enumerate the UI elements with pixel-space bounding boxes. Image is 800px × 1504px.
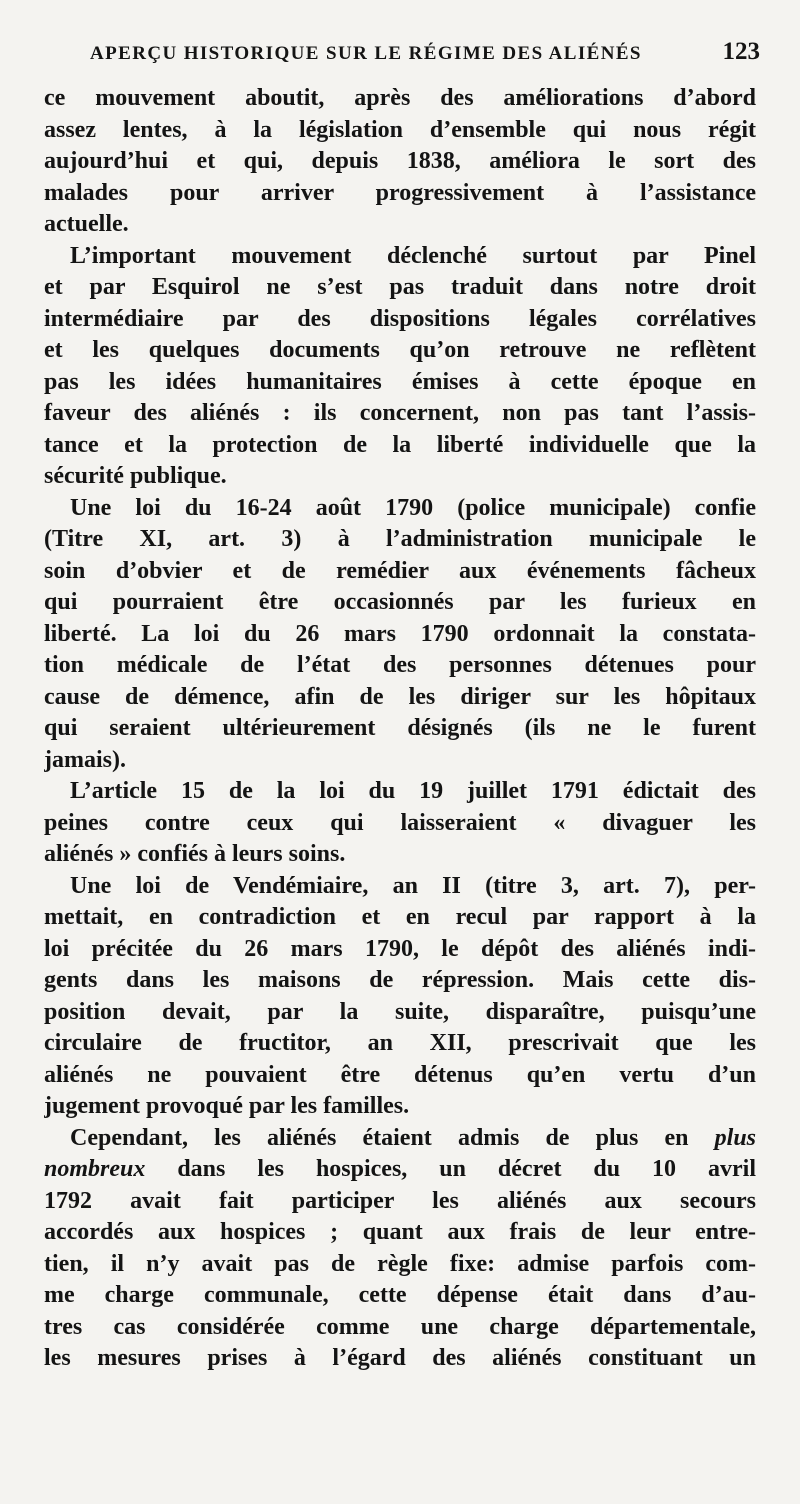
- text-line: [44, 808, 756, 840]
- line-text: actuelle.: [44, 211, 129, 237]
- text-line: [44, 272, 756, 304]
- line-text: 1792 avait fait participer les aliénés aux secours: [44, 1187, 756, 1214]
- text-line: [44, 871, 756, 903]
- line-text: me charge communale, cette dépense était dans d’au-: [44, 1282, 756, 1308]
- line-text: cause de démence, afin de les diriger sur les hôpitaux: [44, 683, 756, 710]
- text-line: [44, 587, 756, 619]
- line-text: (Titre XI, art. 3) à l’administration municipale le: [44, 526, 756, 552]
- text-line: [44, 1154, 756, 1186]
- line-text: jamais).: [44, 746, 126, 773]
- text-line: [44, 713, 756, 745]
- text-line: [44, 1091, 756, 1123]
- line-text: soin d’obvier et de remédier aux événements fâcheux: [44, 557, 756, 584]
- text-line: [44, 839, 756, 871]
- body-text: [44, 83, 756, 1375]
- text-line: [44, 335, 756, 367]
- line-text: aujourd’hui et qui, depuis 1838, améliora le sort des: [44, 148, 756, 174]
- line-text: aliénés ne pouvaient être détenus qu’en vertu d’un: [44, 1061, 756, 1088]
- text-line: [44, 1217, 756, 1249]
- text-line: [44, 1312, 756, 1344]
- line-text: tres cas considérée comme une charge départementale,: [44, 1313, 756, 1340]
- text-line: [44, 209, 756, 241]
- text-line: [44, 398, 756, 430]
- line-text: pas les idées humanitaires émises à cette époque en: [44, 368, 756, 395]
- text-line: [44, 241, 756, 273]
- text-line: [44, 619, 756, 651]
- line-text: Cependant, les aliénés étaient admis de plus en: [70, 1124, 689, 1151]
- text-line: [44, 682, 756, 714]
- line-text: jugement provoqué par les familles.: [44, 1093, 410, 1119]
- line-text: accordés aux hospices ; quant aux frais de leur entre-: [44, 1219, 756, 1245]
- line-text: liberté. La loi du 26 mars 1790 ordonnait la constata-: [44, 620, 756, 647]
- text-line: [44, 493, 756, 525]
- text-line: [44, 997, 756, 1029]
- line-text: circulaire de fructitor, an XII, prescrivait que les: [44, 1030, 756, 1056]
- running-header: [90, 38, 760, 66]
- italic-word: nombreux: [44, 1156, 146, 1182]
- line-text: gents dans les maisons de répression. Mais cette dis-: [44, 967, 756, 993]
- line-text: et les quelques documents qu’on retrouve ne reflètent: [44, 337, 756, 363]
- line-text: tance et la protection de la liberté individuelle que la: [44, 431, 756, 458]
- line-text: L’article 15 de la loi du 19 juillet 1791 édictait des: [70, 778, 756, 804]
- text-line: [44, 1280, 756, 1312]
- text-line: [44, 745, 756, 777]
- line-text: les mesures prises à l’égard des aliénés constituant un: [44, 1345, 756, 1371]
- text-line: [44, 556, 756, 588]
- text-line: [44, 83, 756, 115]
- text-line: [44, 178, 756, 210]
- text-line: [44, 115, 756, 147]
- line-text: loi précitée du 26 mars 1790, le dépôt des aliénés indi-: [44, 935, 756, 962]
- text-line: [44, 524, 756, 556]
- text-line: [44, 146, 756, 178]
- line-text: Une loi de Vendémiaire, an II (titre 3, art. 7), per-: [70, 872, 756, 899]
- line-text: malades pour arriver progressivement à l’assistance: [44, 179, 756, 206]
- line-text: tien, il n’y avait pas de règle fixe: admise parfois com-: [44, 1250, 756, 1277]
- line-text: L’important mouvement déclenché surtout par Pinel: [70, 242, 756, 269]
- text-line: [44, 430, 756, 462]
- line-text: ce mouvement aboutit, après des améliorations d’abord: [44, 85, 756, 111]
- line-text: aliénés » confiés à leurs soins.: [44, 841, 346, 867]
- text-line: [44, 1060, 756, 1092]
- line-text: faveur des aliénés : ils concernent, non pas tant l’assis-: [44, 400, 756, 426]
- text-line: [44, 1186, 756, 1218]
- line-text: Une loi du 16-24 août 1790 (police municipale) confie: [70, 494, 756, 521]
- text-line: [44, 934, 756, 966]
- line-text: assez lentes, à la législation d’ensemble qui nous régit: [44, 116, 756, 143]
- line-text: position devait, par la suite, disparaître, puisqu’une: [44, 998, 756, 1025]
- text-line: [44, 1249, 756, 1281]
- text-line: [44, 304, 756, 336]
- text-line: [44, 1123, 756, 1155]
- line-text: peines contre ceux qui laisseraient « divaguer les: [44, 809, 756, 836]
- text-line: [44, 1028, 756, 1060]
- line-text: mettait, en contradiction et en recul par rapport à la: [44, 904, 756, 930]
- line-text: sécurité publique.: [44, 463, 227, 489]
- text-line: [44, 902, 756, 934]
- line-text: qui pourraient être occasionnés par les furieux en: [44, 589, 756, 615]
- text-line: [44, 367, 756, 399]
- italic-word: plus: [714, 1124, 756, 1151]
- line-text: tion médicale de l’état des personnes détenues pour: [44, 652, 756, 678]
- line-text: qui seraient ultérieurement désignés (ils ne le furent: [44, 715, 756, 741]
- running-title: APERÇU HISTORIQUE SUR LE RÉGIME DES ALIÉNÉS: [90, 43, 642, 64]
- text-line: [44, 965, 756, 997]
- text-line: [44, 650, 756, 682]
- line-text: dans les hospices, un décret du 10 avril: [177, 1156, 756, 1182]
- line-text: et par Esquirol ne s’est pas traduit dans notre droit: [44, 274, 756, 300]
- line-text: intermédiaire par des dispositions légales corrélatives: [44, 305, 756, 332]
- text-line: [44, 461, 756, 493]
- text-line: [44, 776, 756, 808]
- text-line: [44, 1343, 756, 1375]
- page-number: 123: [722, 38, 760, 65]
